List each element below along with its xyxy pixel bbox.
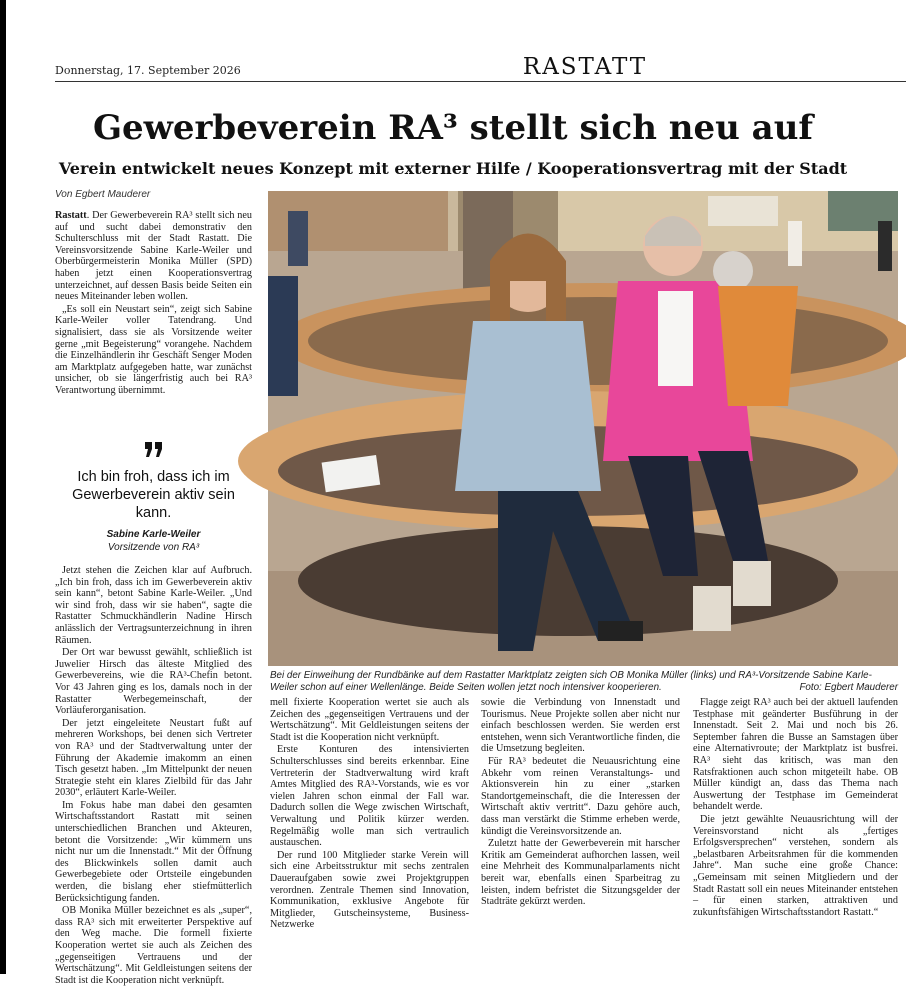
pull-quote-role: Vorsitzende von RA³ — [107, 542, 200, 553]
article-paragraph: „Es soll ein Neustart sein“, zeigt sich Sabine Karle-Weiler voller Tatendrang. Und signalisiert, dass sie als Vorsitzende weiter gerne „mit Begeisterung“ vorangehe. Nachdem die Einzelhändlerin ihr Geschäft Senger Moden am Marktplatz aufgegeben hatte, war zunächst unsicher, ob sie längerfristig auch bei RA³ Verantwortung übernimmt. — [55, 303, 252, 396]
article-column-3 — [481, 697, 680, 969]
article-paragraph: Zuletzt hatte der Gewerbeverein mit harscher Kritik am Gemeinderat aufhorchen lassen, weil eine Mehrheit des Kommunalparlaments nicht bereit war, ebenfalls einen Sparbeitrag zu leisten, indem befristet die Sitzungsgelder der Stadträte gekürzt werden. — [481, 838, 680, 908]
marketplace-photo-illustration — [268, 191, 898, 666]
caption-text: Bei der Einweihung der Rundbänke auf dem Rastatter Marktplatz zeigten sich OB Monika Müller (links) und RA³-Vorsitzende Sabine Karle-Weiler schon auf einer Wellenlänge. Beide Seiten wollen jetzt noch intensiver kooperieren. — [270, 670, 872, 693]
dateline: Rastatt — [55, 210, 87, 221]
article-column-2 — [270, 697, 469, 969]
section-title: RASTATT — [522, 54, 648, 80]
photo-credit: Foto: Egbert Mauderer — [799, 682, 898, 693]
article-column-1 — [55, 210, 252, 398]
article-photo — [268, 191, 898, 666]
article-column-4 — [693, 697, 898, 969]
article-paragraph: Im Fokus habe man dabei den gesamten Wirtschaftsstandort Rastatt mit seinen unterschiedlichen Branchen und Akteuren, betont die Vorsitzende: „Wir kümmern uns nicht nur um die Innenstadt.“ Mit der Öffnung des Blickwinkels sollen damit auch Gewerbegebiete oder Ortsteile eingebunden werden, die bislang eher stiefmütterlich Berücksichtigung fanden. — [55, 799, 252, 904]
article-paragraph: OB Monika Müller bezeichnet es als „super“, dass RA³ sich mit erweiterter Perspektive auf den Weg mache. Die formell fixierte Kooperation wertet sie auch als Zeichen des „gegenseitigen Vertrauens und der Wertschätzung“. Mit Geldleistungen seitens der Stadt ist die Kooperation nicht verknüpft. — [55, 905, 252, 986]
article-paragraph: Die jetzt gewählte Neuausrichtung will der Vereinsvorstand nicht als „fertiges Erfolgsversprechen“ verstehen, sondern als „belastbaren Arbeitsrahmen für die kommenden Jahre“. Man suche eine große Chance: „Gemeinsam mit seinen Mitgliedern und der Stadt Rastatt soll ein neues Miteinander entstehen – für einen starken, attraktiven und zukunftsfähigen Wirtschaftsstandort Rastatt.“ — [693, 813, 898, 918]
photo-caption — [270, 670, 898, 694]
article-paragraph: mell fixierte Kooperation wertet sie auch als Zeichen des „gegenseitigen Vertrauens und der Wertschätzung“. Mit Geldleistungen seitens der Stadt ist die Kooperation nicht verknüpft. — [270, 697, 469, 743]
masthead-rule — [55, 81, 906, 82]
article-paragraph: Flagge zeigt RA³ auch bei der aktuell laufenden Testphase mit geänderter Busführung in der Innenstadt. Seit 2. Mai und noch bis 26. September fahren die Busse an Samstagen über eine Alternativroute; der Marktplatz ist busfrei. RA³ sieht das kritisch, was man den Ratsfraktionen auch schon mitgeteilt habe. OB Müller kündigt an, dass das Thema nach Auswertung der Testphase im Gemeinderat behandelt werde. — [693, 697, 898, 813]
article-paragraph: Erste Konturen des intensivierten Schulterschlusses sind bereits erkennbar. Eine Vertreterin der Stadtverwaltung wird kraft Amtes Mitglied des RA³-Vorstands, wie es vor vielen Jahren schon einmal der Fall war. Dadurch sollen die Wege zwischen Wirtschaft, Verwaltung und Politik kürzer werden. Regelmäßig wolle man sich vertraulich austauschen. — [270, 744, 469, 849]
article-paragraph: Für RA³ bedeutet die Neuausrichtung eine Abkehr vom reinen Veranstaltungs- und Aktionsverein hin zu einer „starken Standortgemeinschaft, die die Interessen der Wirtschaft aktiv vertritt“. Dazu gehöre auch, dass man verstärkt die Stimme erheben werde, kündigt die Vereinsvorsitzende an. — [481, 755, 680, 837]
article-subheadline: Verein entwickelt neues Konzept mit externer Hilfe / Kooperationsvertrag mit der Stadt — [58, 159, 848, 178]
article-paragraph: Der rund 100 Mitglieder starke Verein will sich eine Arbeitsstruktur mit sechs zentralen Daueraufgaben sowie zwei Projektgruppen verordnen. Zentrale Themen sind Innovation, Kommunikation, exklusive Angebote für Mitglieder, Gutscheinsysteme, Business-Netzwerke — [270, 849, 469, 931]
pull-quote-text: Ich bin froh, dass ich im Gewerbeverein aktiv sein kann. — [72, 469, 235, 521]
article-paragraph: Der jetzt eingeleitete Neustart fußt auf mehreren Workshops, bei denen sich Vertreter von RA³ und der Stadtverwaltung unter der Führung der Akademie imakomm an einen Tisch gesetzt haben. „Im Mittelpunkt der neuen Strategie steht ein klares Zielbild für das Jahr 2030“, erläutert Karle-Weiler. — [55, 717, 252, 799]
article-column-1-continued — [55, 565, 252, 986]
issue-date: Donnerstag, 17. September 2026 — [55, 64, 241, 77]
quote-mark-icon — [55, 436, 252, 466]
article-paragraph: sowie die Verbindung von Innenstadt und Tourismus. Neue Projekte sollen aber nicht nur einfach beschlossen werden. Sie werden erst entstehen, wenn sich Verantwortliche finden, die die Umsetzung begleiten. — [481, 697, 680, 755]
article-paragraph: Rastatt. Der Gewerbeverein RA³ stellt sich neu auf und sucht dabei demonstrativ den Schulterschluss mit der Stadt Rastatt. Die Vereinsvorsitzende Sabine Karle-Weiler und Oberbürgermeisterin Monika Müller (SPD) haben jetzt einen Kooperationsvertrag unterzeichnet, auf dessen Basis beide Seiten ein neues Miteinander leben wollen. — [55, 210, 252, 303]
pull-quote-name: Sabine Karle-Weiler — [106, 529, 201, 540]
article-headline: Gewerbeverein RA³ stellt sich neu auf — [92, 108, 814, 148]
article-paragraph: Der Ort war bewusst gewählt, schließlich ist Juwelier Hirsch das älteste Mitglied des Gewerbevereins, wie die RA³-Chefin betont. Vor 43 Jahren ging es los, damals noch in der Rastatter Werbegemeinschaft, der Vorläuferorganisation. — [55, 647, 252, 717]
article-author: Von Egbert Mauderer — [55, 189, 151, 200]
article-paragraph: Jetzt stehen die Zeichen klar auf Aufbruch. „Ich bin froh, dass ich im Gewerbeverein aktiv sein kann“, betont Sabine Karle-Weiler. „Und wir sind froh, dass wir sie haben“, sagte die Rastatter Schmuckhändlerin Nadine Hirsch anlässlich der Vertragsunterzeichnung in ihren Räumen. — [55, 565, 252, 646]
